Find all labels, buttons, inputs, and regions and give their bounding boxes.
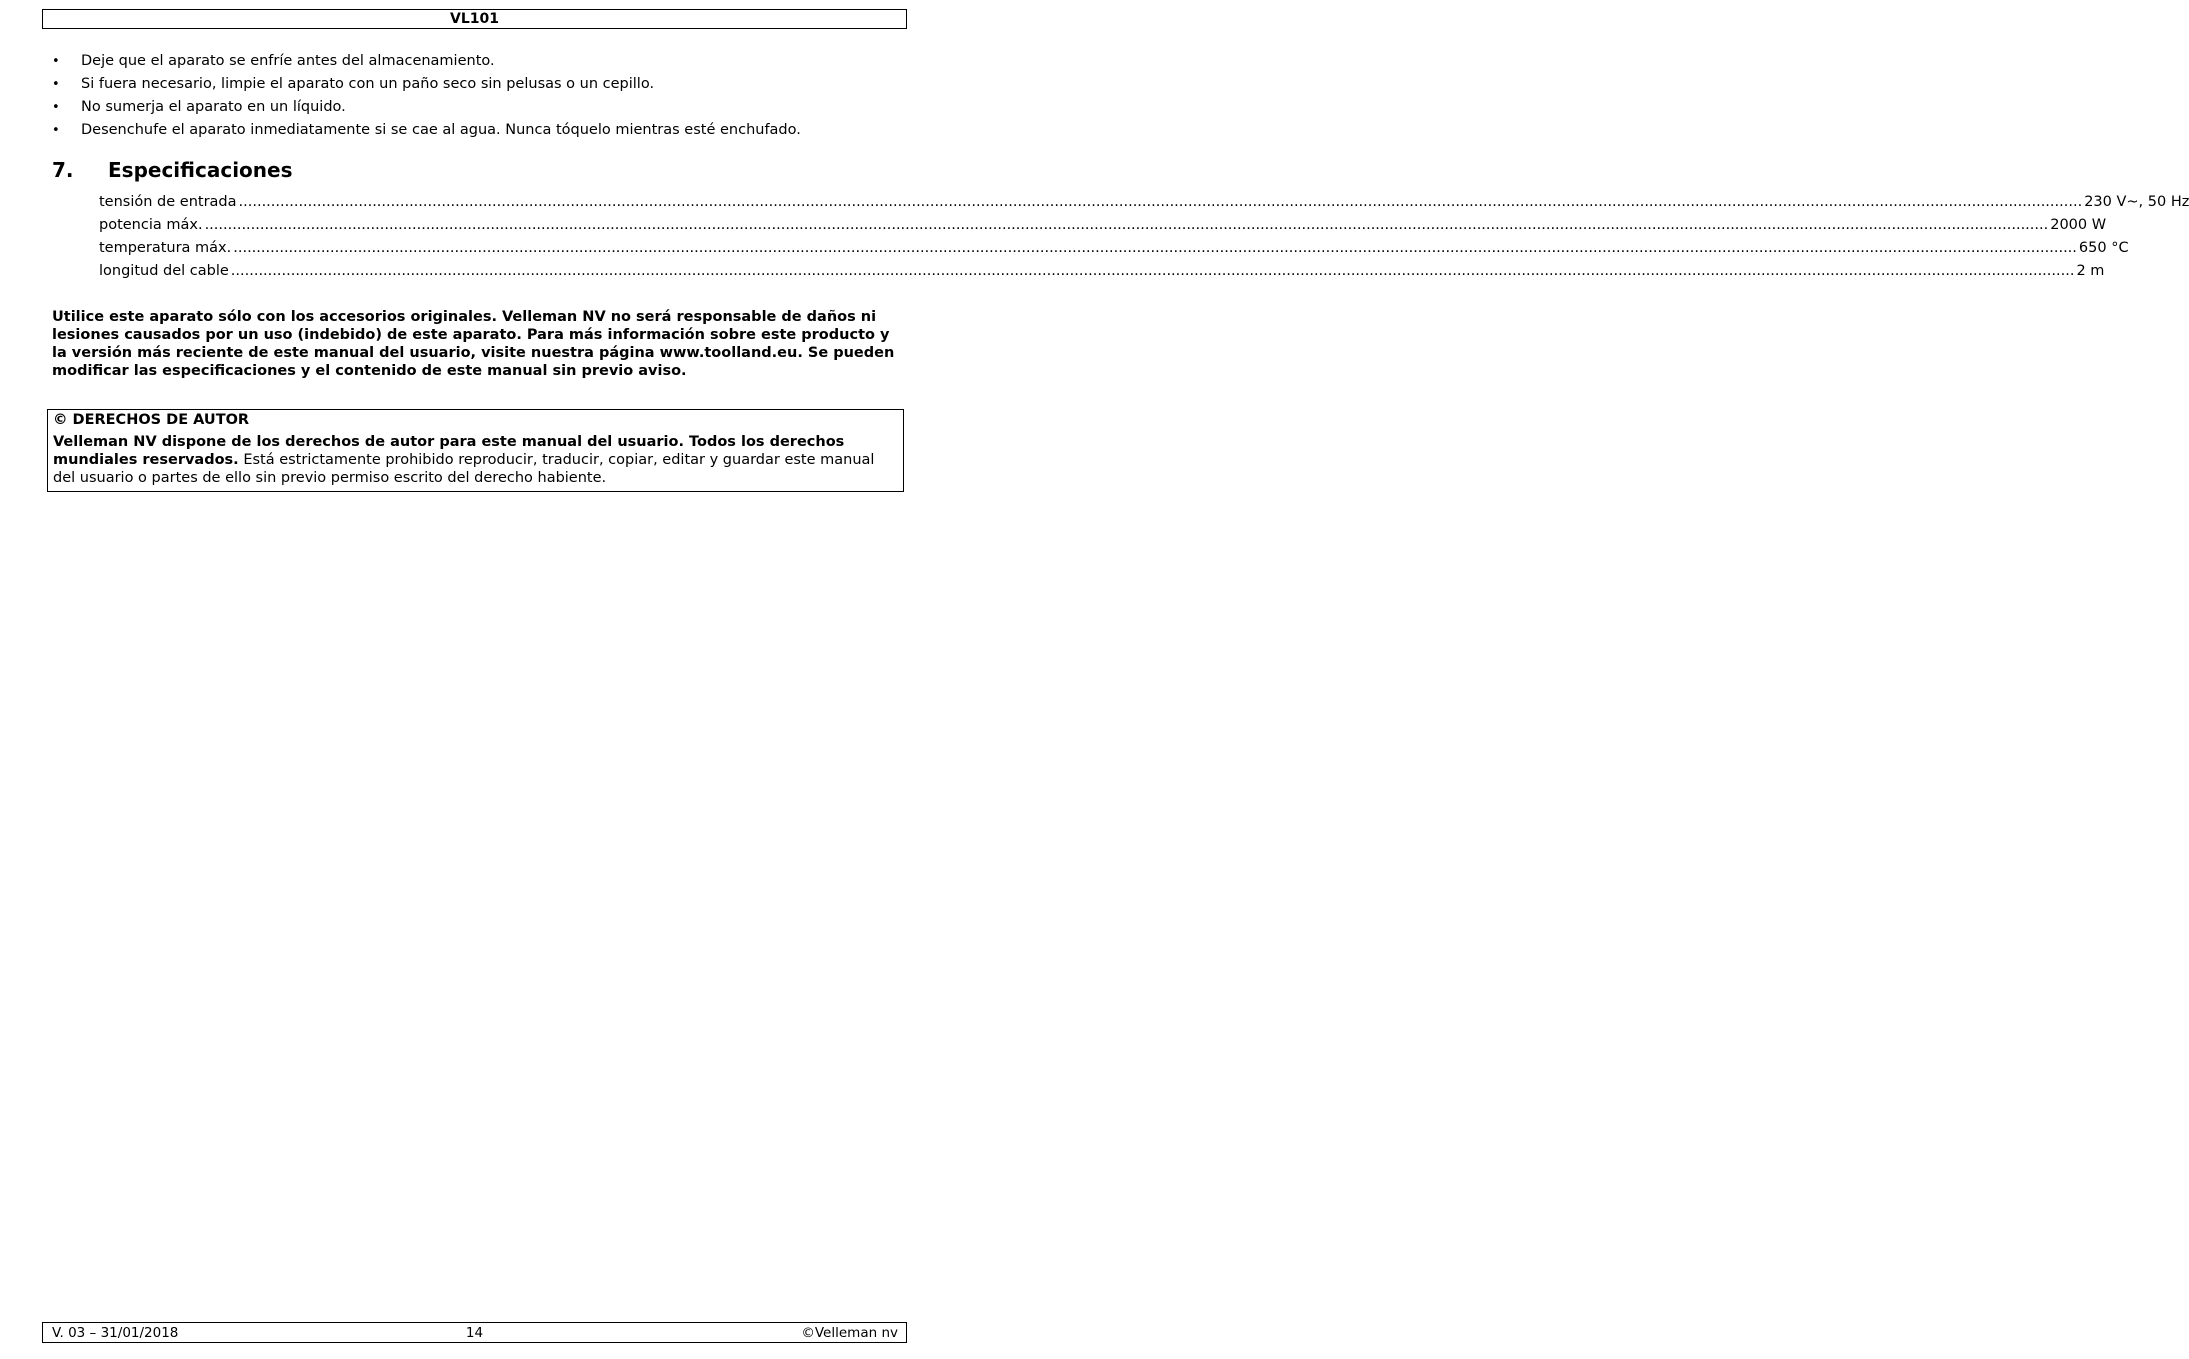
maintenance-list [52, 50, 912, 142]
usage-notice: Utilice este aparato sólo con los accesorios originales. Velleman NV no será responsable de daños ni lesiones causados por un uso (indebido) de este aparato. Para más información sobre este producto y la versión más reciente de este manual del usuario, visite nuestra página www.toolland.eu. Se pueden modificar las especificaciones y el contenido de este manual sin previo aviso. [52, 309, 895, 379]
spec-label: temperatura máx. [99, 240, 232, 256]
spec-label: potencia máx. [99, 217, 203, 233]
list-item: • Si fuera necesario, limpie el aparato con un paño seco sin pelusas o un cepillo. [52, 73, 912, 96]
leader-dots: ................................................................................................................................................................................................................................................................................................................................................................................................................ [238, 194, 2083, 210]
copyright-text: Está estrictamente prohibido reproducir, traducir, copiar, editar y guardar este manual del usuario o partes de ello sin previo permiso escrito del derecho habiente. [53, 452, 875, 486]
header-model: VL101 [450, 11, 499, 27]
spec-value: 650 °C [2078, 240, 2129, 256]
leader-dots: ................................................................................................................................................................................................................................................................................................................................................................................................................ [204, 217, 2049, 233]
copyright-bold-text: Velleman NV dispone de los derechos de autor para este manual del usuario. Todos los derechos mundiales reservados. [53, 434, 845, 468]
leader-dots: ................................................................................................................................................................................................................................................................................................................................................................................................................ [230, 263, 2075, 279]
spec-value: 2000 W [2050, 217, 2107, 233]
spec-row [99, 260, 2105, 283]
page-footer [42, 1322, 907, 1343]
spec-label: longitud del cable [99, 263, 229, 279]
spec-row [99, 191, 2189, 214]
leader-dots: ................................................................................................................................................................................................................................................................................................................................................................................................................ [233, 240, 2077, 256]
section-heading [52, 156, 293, 184]
list-item: • Deje que el aparato se enfríe antes del almacenamiento. [52, 50, 912, 73]
spec-value: 230 V~, 50 Hz [2084, 194, 2189, 210]
section-title: Especificaciones [108, 158, 293, 182]
copyright-heading: © DERECHOS DE AUTOR [53, 412, 250, 428]
spec-label: tensión de entrada [99, 194, 237, 210]
spec-row [99, 237, 2129, 260]
spec-value: 2 m [2076, 263, 2105, 279]
section-number: 7. [52, 158, 74, 182]
footer-version: V. 03 – 31/01/2018 [52, 1325, 179, 1341]
list-item: • Desenchufe el aparato inmediatamente si se cae al agua. Nunca tóquelo mientras esté enchufado. [52, 119, 912, 142]
spec-row [99, 214, 2107, 237]
footer-copyright: ©Velleman nv [801, 1325, 898, 1341]
list-item: • No sumerja el aparato en un líquido. [52, 96, 912, 119]
footer-page-number: 14 [465, 1325, 484, 1341]
page-header [42, 9, 907, 29]
copyright-box [47, 409, 904, 492]
specifications-table [99, 191, 2189, 283]
